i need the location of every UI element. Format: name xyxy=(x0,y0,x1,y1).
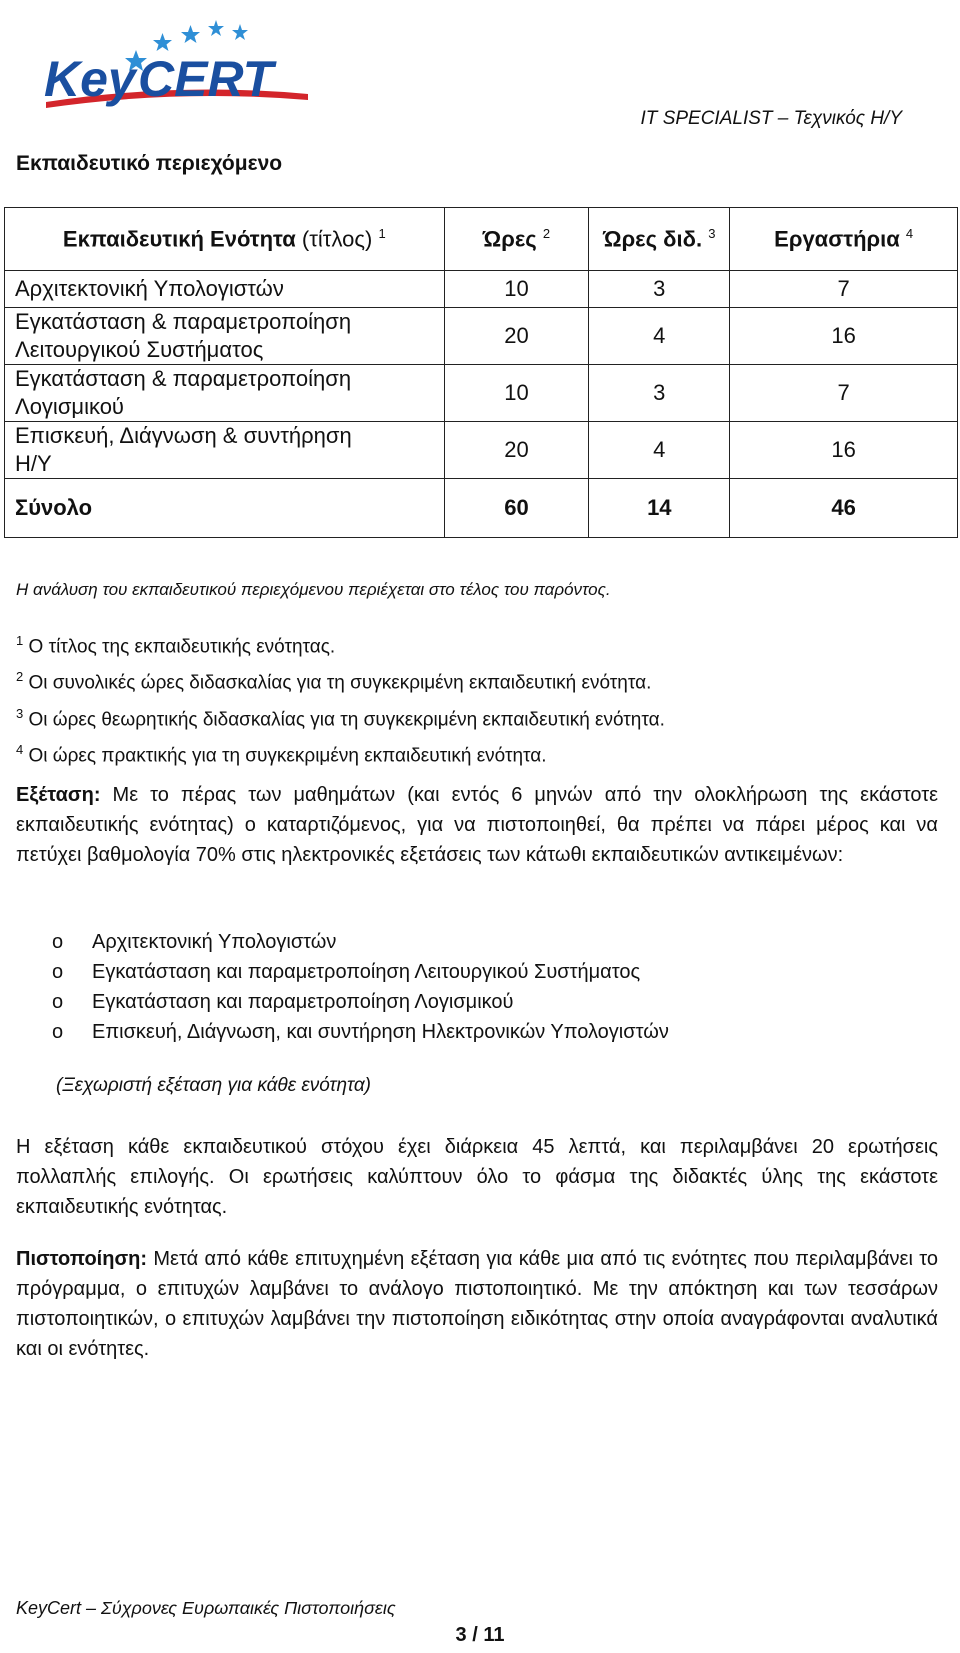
table-total-row xyxy=(5,479,958,538)
list-item-text: Αρχιτεκτονική Υπολογιστών xyxy=(92,931,337,953)
header-hours xyxy=(444,208,589,271)
footnote-num: 3 xyxy=(16,705,24,721)
header-teaching-sup: 3 xyxy=(708,225,716,241)
unit-labs: 7 xyxy=(730,271,958,308)
unit-name-line: Λειτουργικού Συστήματος xyxy=(15,337,264,362)
list-item xyxy=(52,987,669,1017)
unit-teaching: 3 xyxy=(589,365,730,422)
table-row xyxy=(5,422,958,479)
bullet-icon: o xyxy=(52,931,64,953)
footnote xyxy=(16,626,665,662)
section-title: Εκπαιδευτικό περιεχόμενο xyxy=(16,152,283,175)
exam-paragraph xyxy=(16,780,938,870)
unit-hours: 20 xyxy=(444,422,589,479)
unit-labs: 16 xyxy=(730,308,958,365)
header-hours-label: Ώρες xyxy=(482,226,537,252)
unit-name xyxy=(5,365,445,422)
separate-exam-note: (Ξεχωριστή εξέταση για κάθε ενότητα) xyxy=(56,1075,372,1096)
unit-teaching: 3 xyxy=(589,271,730,308)
table-header-row xyxy=(5,208,958,271)
header-teaching xyxy=(589,208,730,271)
unit-teaching: 4 xyxy=(589,308,730,365)
bullet-icon: o xyxy=(52,1021,64,1043)
logo-key: Key xyxy=(44,51,136,107)
header-unit-sup: 1 xyxy=(378,225,386,241)
certification-paragraph xyxy=(16,1244,938,1364)
analysis-note: Η ανάλυση του εκπαιδευτικού περιεχόμενου περιέχεται στο τέλος του παρόντος. xyxy=(16,580,611,599)
footnote-num: 4 xyxy=(16,741,24,757)
list-item-text: Επισκευή, Διάγνωση, και συντήρηση Ηλεκτρονικών Υπολογιστών xyxy=(92,1021,669,1043)
unit-hours: 10 xyxy=(444,271,589,308)
list-item-text: Εγκατάσταση και παραμετροποίηση Λογισμικού xyxy=(92,991,514,1013)
unit-name-line: Λογισμικού xyxy=(15,394,124,419)
list-item xyxy=(52,927,669,957)
unit-name xyxy=(5,422,445,479)
exam-subject-list xyxy=(52,927,669,1047)
unit-hours: 10 xyxy=(444,365,589,422)
total-teaching: 14 xyxy=(589,479,730,538)
header-hours-sup: 2 xyxy=(542,225,551,241)
header-teaching-label: Ώρες διδ. xyxy=(603,226,703,252)
exam-text: Με το πέρας των μαθημάτων (και εντός 6 μηνών από την ολοκλήρωση της εκάστοτε εκπαιδευτικής ενότητας) ο καταρτιζόμενος, για να πιστοποιηθεί, θα πρέπει να πάρει μέρος και να πετύχει βαθμολογία 70% στις ηλεκτρονικές εξετάσεις των κάτωθι εκπαιδευτικών αντικειμένων: xyxy=(16,784,939,866)
keycert-logo-graphic xyxy=(38,10,328,120)
header-labs-label: Εργαστήρια xyxy=(774,226,900,252)
program-title: IT SPECIALIST – Τεχνικός Η/Υ xyxy=(640,108,902,129)
unit-labs: 16 xyxy=(730,422,958,479)
footnotes xyxy=(16,626,665,771)
footnote-text: Οι ώρες πρακτικής για τη συγκεκριμένη εκπαιδευτική ενότητα. xyxy=(28,745,547,767)
header-unit-label: Εκπαιδευτική Ενότητα xyxy=(62,226,296,252)
footnote xyxy=(16,662,665,698)
unit-name: Αρχιτεκτονική Υπολογιστών xyxy=(5,271,445,308)
exam-duration-paragraph: Η εξέταση κάθε εκπαιδευτικού στόχου έχει διάρκεια 45 λεπτά, και περιλαμβάνει 20 ερωτήσεις πολλαπλής επιλογής. Οι ερωτήσεις καλύπτουν όλο το φάσμα της διδακτές ύλης της εκάστοτε εκπαιδευτικής ενότητας. xyxy=(16,1136,938,1218)
header-labs xyxy=(730,208,958,271)
page-number: 3 / 11 xyxy=(455,1624,505,1646)
unit-name xyxy=(5,308,445,365)
total-labs: 46 xyxy=(730,479,958,538)
footnote-num: 2 xyxy=(16,669,24,685)
unit-name-line: Η/Υ xyxy=(15,451,52,476)
list-item xyxy=(52,957,669,987)
unit-teaching: 4 xyxy=(589,422,730,479)
footnote-text: Οι συνολικές ώρες διδασκαλίας για τη συγκεκριμένη εκπαιδευτική ενότητα. xyxy=(28,672,652,694)
exam-label: Εξέταση: xyxy=(16,784,101,806)
list-item xyxy=(52,1017,669,1047)
table-row xyxy=(5,308,958,365)
unit-name-line: Επισκευή, Διάγνωση & συντήρηση xyxy=(15,423,352,448)
footnote-num: 1 xyxy=(16,633,24,648)
footnote xyxy=(16,699,665,735)
unit-name-line: Εγκατάσταση & παραμετροποίηση xyxy=(15,366,352,391)
total-hours: 60 xyxy=(444,479,589,538)
footnote-text: Οι ώρες θεωρητικής διδασκαλίας για τη συγκεκριμένη εκπαιδευτική ενότητα. xyxy=(28,708,665,730)
total-label: Σύνολο xyxy=(5,479,445,538)
unit-labs: 7 xyxy=(730,365,958,422)
unit-name-line: Εγκατάσταση & παραμετροποίηση xyxy=(15,309,352,334)
table-row xyxy=(5,271,958,308)
table-row xyxy=(5,365,958,422)
course-table xyxy=(4,207,958,538)
unit-hours: 20 xyxy=(444,308,589,365)
keycert-logo xyxy=(38,10,328,120)
bullet-icon: o xyxy=(52,961,64,983)
header-unit xyxy=(5,208,445,271)
certification-text: Μετά από κάθε επιτυχημένη εξέταση για κάθε μια από τις ενότητες που περιλαμβάνει το πρόγραμμα, ο επιτυχών λαμβάνει το ανάλογο πιστοποιητικό. Με την απόκτηση και των τεσσάρων πιστοποιητικών, ο επιτυχών λαμβάνει την πιστοποίηση ειδικότητας στην οποία αναγράφονται αναλυτικά και οι ενότητες. xyxy=(16,1248,938,1360)
footer-text: KeyCert – Σύχρονες Ευρωπαικές Πιστοποιήσεις xyxy=(16,1598,396,1618)
logo-cert: CERT xyxy=(138,51,274,107)
header-unit-note: (τίτλος) xyxy=(301,226,373,252)
certification-label: Πιστοποίηση: xyxy=(16,1248,148,1270)
footnote-text: Ο τίτλος της εκπαιδευτικής ενότητας. xyxy=(28,636,336,658)
header-labs-sup: 4 xyxy=(905,225,914,241)
bullet-icon: o xyxy=(52,991,64,1013)
list-item-text: Εγκατάσταση και παραμετροποίηση Λειτουργικού Συστήματος xyxy=(92,961,641,983)
footnote xyxy=(16,735,665,771)
